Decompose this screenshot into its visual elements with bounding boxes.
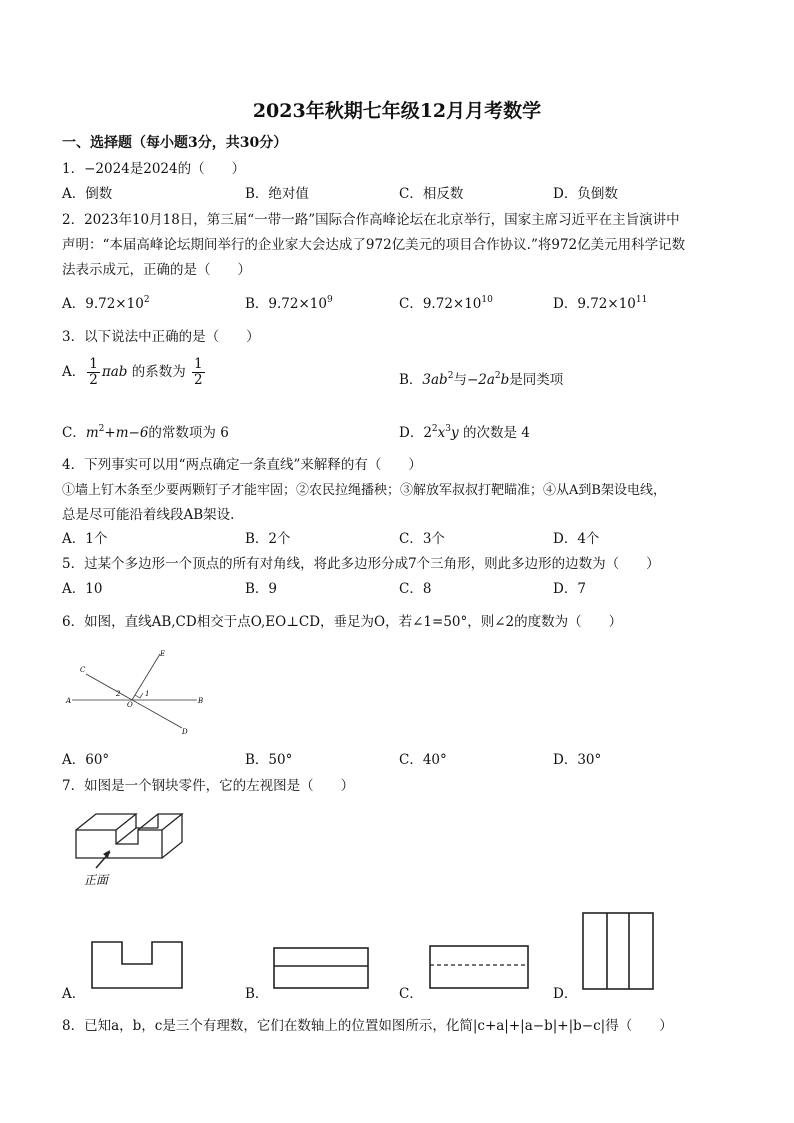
q4-option-d[interactable]: D．4个 (553, 531, 600, 547)
label-angle-1: 1 (145, 690, 150, 698)
q6-option-c[interactable]: C．40° (399, 752, 447, 768)
q1-option-d[interactable]: D．负倒数 (553, 186, 618, 202)
q3-option-c[interactable]: C．$m^2+m-6$的常数项为 6 (62, 424, 229, 441)
label-o: O (127, 701, 133, 709)
q2-stem-line3: 法表示成元，正确的是（ ） (62, 262, 251, 278)
q7-steel-block-figure (70, 800, 185, 890)
q2-option-d[interactable]: D．$9.72\times 10^{11}$ (553, 295, 648, 312)
q2-stem-line1: 2．2023年10月18日，第三届“一带一路”国际合作高峰论坛在北京举行，国家主席习近平在主旨演讲中 (62, 212, 680, 228)
q4-option-a[interactable]: A．1个 (62, 531, 108, 547)
q4-option-c[interactable]: C．3个 (399, 531, 445, 547)
q6-option-b[interactable]: B．50° (245, 752, 293, 768)
q1-stem: 1．−2024是2024的（ ） (62, 161, 246, 177)
q8-stem: 8．已知a，b，c是三个有理数，它们在数轴上的位置如图所示，化简|c+a|+|a−b|+|b−c|得（ ） (62, 1018, 673, 1034)
q3-option-a[interactable]: A． $\frac{1}{2}$ πab 的系数为 $\frac{1}{2}$ (62, 356, 203, 388)
q7-option-c-view[interactable] (428, 944, 530, 990)
q7-option-b-view[interactable] (272, 946, 370, 990)
q6-option-d[interactable]: D．30° (553, 752, 602, 768)
q1-option-c[interactable]: C．相反数 (399, 186, 464, 202)
q5-stem: 5．过某个多边形一个顶点的所有对角线，将此多边形分成7个三角形，则此多边形的边数为（ ） (62, 556, 660, 572)
q5-option-d[interactable]: D．7 (553, 581, 586, 597)
q2-stem-line2: 声明：“本届高峰论坛期间举行的企业家大会达成了972亿美元的项目合作协议.”将972亿美元用科学记数 (62, 237, 686, 253)
q3-stem: 3．以下说法中正确的是（ ） (62, 329, 260, 345)
q3-option-b[interactable]: B．$3ab^2$与$-2a^2b$是同类项 (399, 371, 564, 388)
q7-option-a-view[interactable] (90, 940, 184, 990)
label-c: C (80, 666, 86, 674)
q6-figure (62, 648, 212, 738)
label-e: E (160, 650, 166, 658)
q1-option-a[interactable]: A．倒数 (62, 186, 113, 202)
q7-option-d-label[interactable]: D． (553, 986, 578, 1002)
q2-option-a[interactable]: A．$9.72\times 10^2$ (62, 295, 150, 312)
q7-option-b-label[interactable]: B． (245, 986, 269, 1002)
q4-detail-line2: 总是尽可能沿着线段AB架设. (62, 507, 235, 523)
label-angle-2: 2 (116, 690, 121, 698)
q4-stem: 4．下列事实可以用“两点确定一条直线”来解释的有（ ） (62, 457, 422, 473)
label-d: D (182, 728, 188, 736)
q6-stem: 6．如图，直线AB,CD相交于点O,EO⊥CD，垂足为O，若∠1=50°，则∠2的度数为（ ） (62, 614, 623, 630)
q5-option-b[interactable]: B．9 (245, 581, 278, 597)
q4-detail-line1: ①墙上钉木条至少要两颗钉子才能牢固；②农民拉绳播秧；③解放军叔叔打靶瞄准；④从A到B架设电线， (62, 483, 666, 498)
q7-option-d-view[interactable] (581, 911, 655, 991)
q3-option-d[interactable]: D．$2^2x^3y$ 的次数是 4 (399, 424, 530, 441)
label-b: B (198, 697, 204, 705)
section-heading: 一、选择题（每小题3分，共30分） (62, 135, 288, 151)
q4-option-b[interactable]: B．2个 (245, 531, 291, 547)
q7-option-a-label[interactable]: A． (62, 986, 86, 1002)
line-cd (86, 674, 182, 728)
q7-option-c-label[interactable]: C． (399, 986, 423, 1002)
q6-option-a[interactable]: A．60° (62, 752, 110, 768)
q2-option-b[interactable]: B．$9.72\times 10^9$ (245, 295, 333, 312)
q5-option-c[interactable]: C．8 (399, 581, 432, 597)
q2-option-c[interactable]: C．$9.72\times 10^{10}$ (399, 295, 493, 312)
q7-stem: 7．如图是一个钢块零件，它的左视图是（ ） (62, 778, 355, 794)
q5-option-a[interactable]: A．10 (62, 581, 103, 597)
label-a: A (66, 697, 72, 705)
front-label: 正面 (84, 873, 109, 887)
page-title: 2023年秋期七年级12月月考数学 (252, 100, 542, 122)
q1-option-b[interactable]: B．绝对值 (245, 186, 309, 202)
